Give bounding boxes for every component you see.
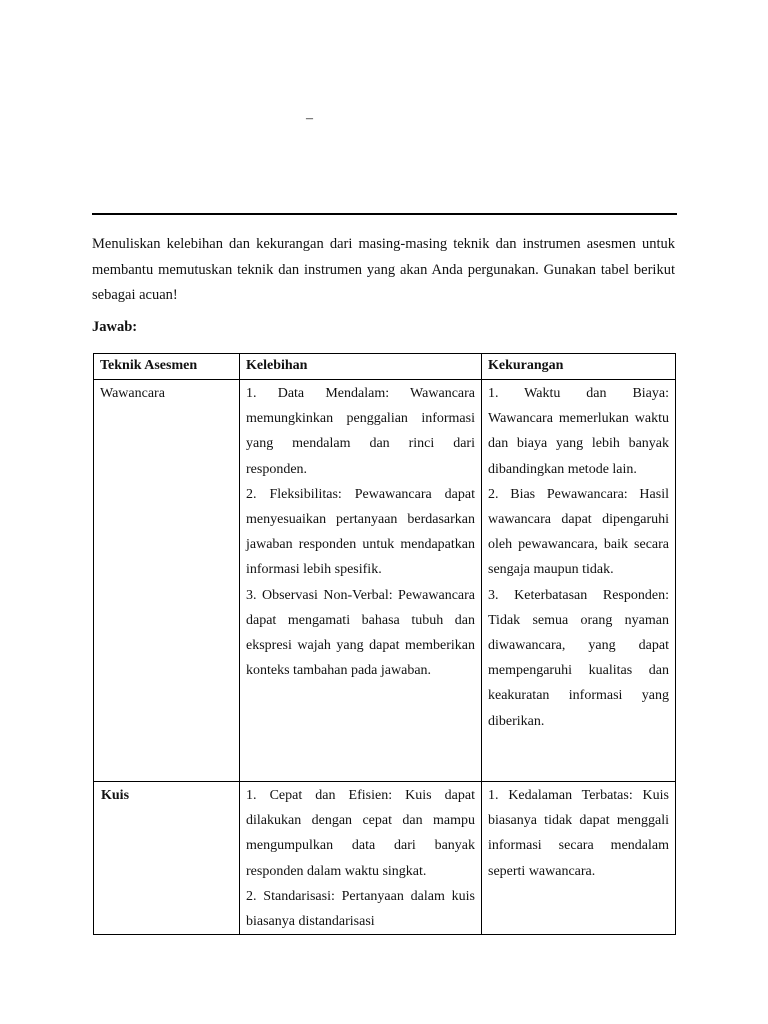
strength-item: 2. Standarisasi: Pertanyaan dalam kuis biasanya distandarisasi	[246, 888, 475, 930]
strength-item: 3. Observasi Non-Verbal: Pewawancara dapat mengamati bahasa tubuh dan ekspresi wajah yang dapat memberikan konteks tambahan pada jawaban.	[246, 587, 475, 679]
strength-item: 1. Cepat dan Efisien: Kuis dapat dilakukan dengan cepat dan mampu mengumpulkan data dari banyak responden dalam waktu singkat.	[246, 788, 475, 879]
weaknesses-cell	[482, 380, 676, 782]
header-technique: Teknik Asesmen	[94, 354, 240, 380]
strengths-cell	[240, 380, 482, 782]
assessment-table	[93, 353, 676, 935]
weakness-item: 3. Keterbatasan Responden: Tidak semua orang nyaman diwawancara, yang dapat mempengaruhi kualitas dan keakuratan informasi yang diberikan.	[488, 587, 669, 729]
table-row	[94, 380, 676, 782]
answer-label: Jawab:	[92, 319, 138, 335]
weakness-item: 2. Bias Pewawancara: Hasil wawancara dapat dipengaruhi oleh pewawancara, baik secara sengaja maupun tidak.	[488, 486, 669, 578]
technique-cell	[94, 380, 240, 782]
table-row	[94, 782, 676, 935]
technique-name: Wawancara	[100, 386, 165, 401]
header-dash: –	[306, 111, 313, 126]
instruction-paragraph: Menuliskan kelebihan dan kekurangan dari masing-masing teknik dan instrumen asesmen untuk membantu memutuskan teknik dan instrumen yang akan Anda pergunakan. Gunakan tabel berikut sebagai acuan!	[92, 236, 675, 303]
technique-name: Kuis	[101, 788, 130, 803]
weakness-item: 1. Kedalaman Terbatas: Kuis biasanya tidak dapat menggali informasi secara mendalam seperti wawancara.	[488, 788, 669, 879]
header-weaknesses: Kekurangan	[482, 354, 676, 380]
strength-item: 2. Fleksibilitas: Pewawancara dapat menyesuaikan pertanyaan berdasarkan jawaban responden untuk mendapatkan informasi lebih spesifik.	[246, 486, 475, 578]
header-strengths: Kelebihan	[240, 354, 482, 380]
strength-item: 1. Data Mendalam: Wawancara memungkinkan penggalian informasi yang mendalam dan rinci dari responden.	[246, 386, 475, 477]
technique-cell	[94, 782, 240, 935]
table-header-row	[94, 354, 676, 380]
weaknesses-cell	[482, 782, 676, 935]
weakness-item: 1. Waktu dan Biaya: Wawancara memerlukan waktu dan biaya yang lebih banyak dibandingkan metode lain.	[488, 386, 669, 477]
strengths-cell	[240, 782, 482, 935]
horizontal-rule	[92, 213, 677, 215]
